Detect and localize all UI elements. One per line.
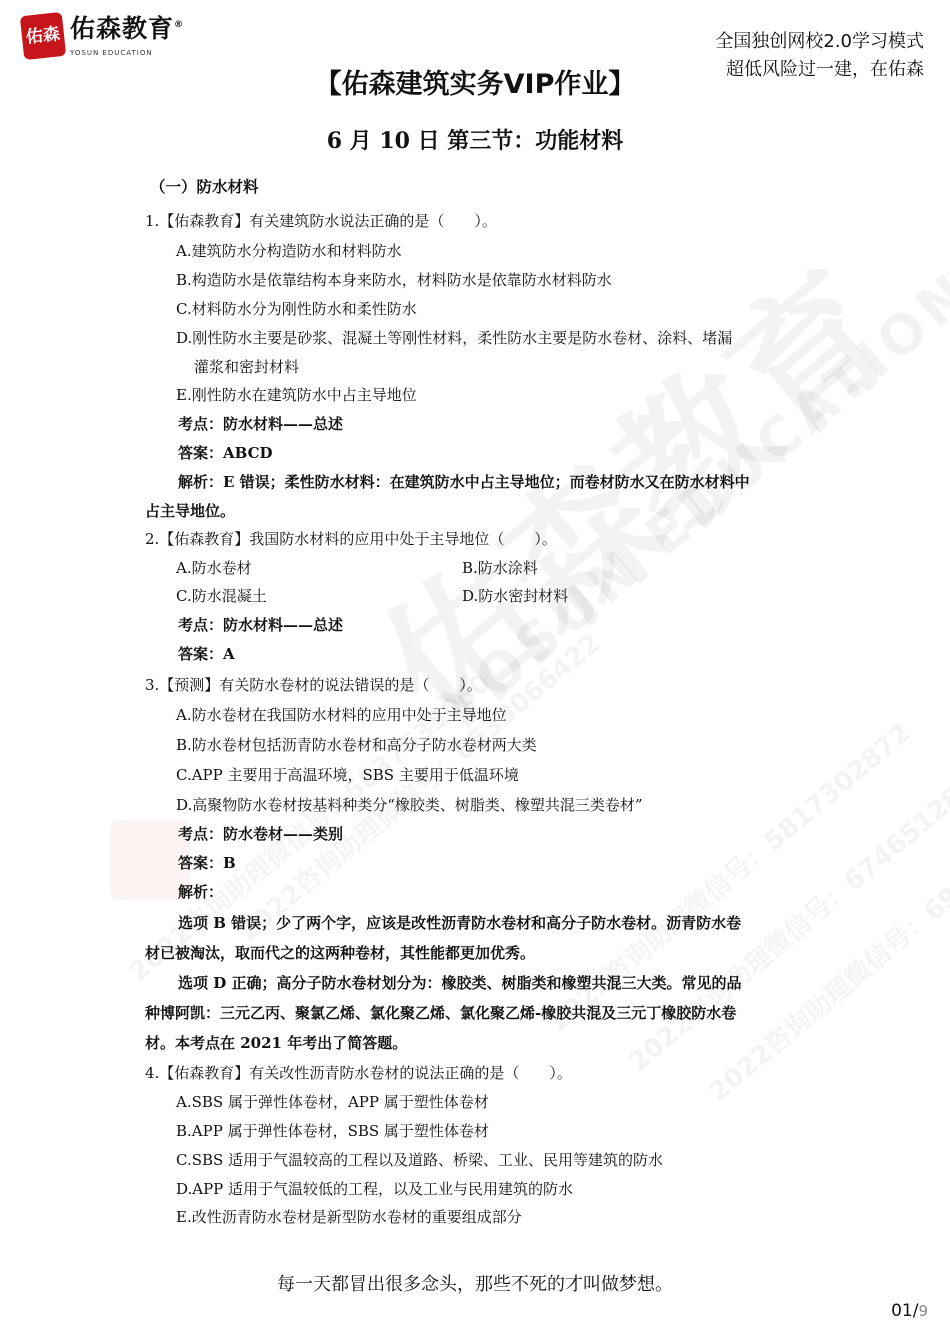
analysis-line: 材已被淘汰，取而代之的这两种卷材，其性能都更加优秀。: [145, 944, 536, 962]
watermark-text: [230, 623, 607, 948]
question-option: B.APP 属于弹性体卷材，SBS 属于塑性体卷材: [176, 1122, 489, 1140]
section-title: （一）防水材料: [150, 177, 259, 196]
question-stem: 1.【佑森教育】有关建筑防水说法正确的是（ ）。: [145, 212, 497, 230]
slogan-line-2: 超低风险过一建，在佑森: [726, 59, 924, 80]
answer: 答案：ABCD: [178, 444, 273, 462]
question-option: E.改性沥青防水卷材是新型防水卷材的重要组成部分: [176, 1208, 522, 1226]
exam-point: 考点：防水材料——总述: [178, 415, 344, 433]
question-option: B.防水卷材包括沥青防水卷材和高分子防水卷材两大类: [176, 736, 537, 754]
document-title: 【佑森建筑实务VIP作业】: [314, 69, 636, 100]
question-option: C.APP 主要用于高温环境，SBS 主要用于低温环境: [176, 766, 519, 784]
question-option: A.SBS 属于弹性体卷材，APP 属于塑性体卷材: [176, 1093, 489, 1111]
answer: 答案：B: [178, 854, 236, 872]
question-option: B.构造防水是依靠结构本身来防水，材料防水是依靠防水材料防水: [176, 271, 612, 289]
watermark-text: [700, 783, 950, 1108]
page-total: 9: [918, 1302, 928, 1320]
analysis-line: 种博阿凯：三元乙丙、聚氯乙烯、氯化聚乙烯、氯化聚乙烯-橡胶共混及三元丁橡胶防水卷: [145, 1004, 737, 1022]
question-stem: 2.【佑森教育】我国防水材料的应用中处于主导地位（ ）。: [145, 530, 557, 548]
question-option: D.高聚物防水卷材按基料种类分“橡胶类、树脂类、橡塑共混三类卷材”: [176, 796, 643, 814]
question-option: A.防水卷材: [176, 559, 252, 577]
registered-mark: ®: [174, 19, 185, 30]
question-stem: 4.【佑森教育】有关改性沥青防水卷材的说法正确的是（ ）。: [145, 1064, 572, 1082]
question-option-cont: 灌浆和密封材料: [194, 358, 300, 376]
question-option: C.材料防水分为刚性防水和柔性防水: [176, 300, 417, 318]
analysis-label: 解析：: [178, 883, 224, 901]
page-current: 01/: [891, 1301, 919, 1321]
lesson-title: 6 月 10 日 第三节：功能材料: [326, 128, 624, 154]
question-option: B.防水涂料: [462, 559, 538, 577]
question-option: C.SBS 适用于气温较高的工程以及道路、桥梁、工业、民用等建筑的防水: [176, 1151, 664, 1169]
question-option: A.建筑防水分构造防水和材料防水: [176, 242, 402, 260]
question-option: D.APP 适用于气温较低的工程，以及工业与民用建筑的防水: [176, 1180, 574, 1198]
exam-point: 考点：防水卷材——类别: [178, 825, 344, 843]
question-option: E.刚性防水在建筑防水中占主导地位: [176, 386, 417, 404]
brand-name: 佑森教育: [70, 13, 175, 43]
question-option: C.防水混凝土: [176, 587, 267, 605]
analysis-line: 解析：E 错误；柔性防水材料：在建筑防水中占主导地位；而卷材防水又在防水材料中: [178, 473, 750, 491]
analysis-line: 占主导地位。: [145, 502, 236, 520]
question-option: D.刚性防水主要是砂浆、混凝土等刚性材料，柔性防水主要是防水卷材、涂料、堵漏: [176, 329, 733, 347]
question-option: A.防水卷材在我国防水材料的应用中处于主导地位: [176, 706, 507, 724]
brand-logo: [22, 14, 184, 58]
question-stem: 3.【预测】有关防水卷材的说法错误的是（ ）。: [145, 676, 482, 694]
analysis-line: 材。本考点在 2021 年考出了简答题。: [145, 1034, 408, 1052]
seal-icon: 佑森: [20, 12, 66, 60]
question-option: D.防水密封材料: [462, 587, 569, 605]
answer: 答案：A: [178, 645, 235, 663]
footer-quote: 每一天都冒出很多念头，那些不死的才叫做梦想。: [277, 1274, 673, 1295]
analysis-line: 选项 B 错误；少了两个字，应该是改性沥青防水卷材和高分子防水卷材。沥青防水卷: [178, 914, 742, 932]
page-number: [891, 1301, 928, 1321]
analysis-line: 选项 D 正确；高分子防水卷材划分为：橡胶类、树脂类和橡塑共混三大类。常见的品: [178, 974, 742, 992]
brand-english: YOSUN EDUCATION: [70, 48, 153, 57]
slogan-line-1: 全国独创网校2.0学习模式: [715, 31, 924, 52]
exam-point: 考点：防水材料——总述: [178, 616, 344, 634]
